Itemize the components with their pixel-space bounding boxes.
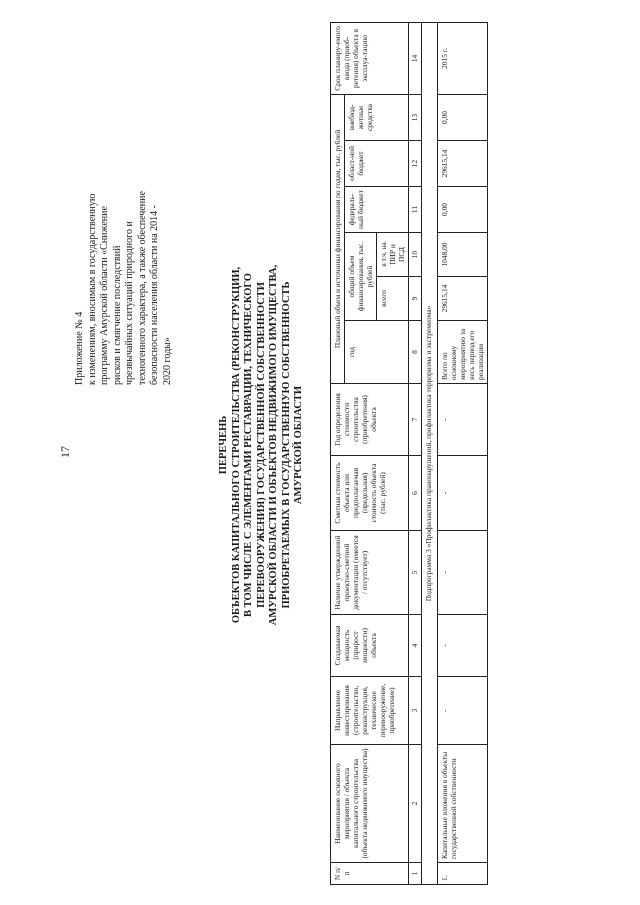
annex-heading: Приложение № 4 xyxy=(74,311,85,385)
title-line: ОБЪЕКТОВ КАПИТАЛЬНОГО СТРОИТЕЛЬСТВА (РЕКОНСТРУКЦИИ, xyxy=(230,266,242,624)
header-direction: Направление инвестирования (строительство, реконструкция, техническое перевооружение, приобретение) xyxy=(331,677,409,745)
annex-line: чрезвычайных ситуаций природного и xyxy=(124,221,135,385)
header-cost-year: Год определения стоимости строительства (приобретения) объекта xyxy=(331,384,409,456)
column-number: 1 xyxy=(409,863,422,885)
header-capacity: Создаваемая мощность (прирост мощности) объекта xyxy=(331,615,409,677)
title-line: АМУРСКОЙ ОБЛАСТИ xyxy=(293,385,304,505)
column-number: 3 xyxy=(409,677,422,745)
header-regional: област-ной бюджет xyxy=(345,141,409,187)
column-number: 7 xyxy=(409,384,422,456)
title-line: В ТОМ ЧИСЛЕ С ЭЛЕМЕНТАМИ РЕСТАВРАЦИИ, ТЕХНИЧЕСКОГО xyxy=(243,273,254,617)
row-year: Всего по основному мероприятию за весь период его реализации xyxy=(438,321,488,384)
header-term: Срок планиру-емого ввода (приоб-ретения) объекта в эксплуа-тацию xyxy=(331,22,409,94)
row-federal: 0,00 xyxy=(438,187,488,233)
row-direction: - xyxy=(438,677,488,745)
column-number-row xyxy=(409,22,422,884)
header-docs: Наличие утвержденной проектно-сметной документации (имеется / отсутствует) xyxy=(331,531,409,615)
header-federal: федераль-ный бюджет xyxy=(345,187,409,233)
column-number: 11 xyxy=(409,187,422,233)
title-line: ПРИОБРЕТАЕМЫХ В ГОСУДАРСТВЕННУЮ СОБСТВЕННОСТЬ xyxy=(280,281,292,609)
row-num: 1. xyxy=(438,863,488,885)
column-number: 8 xyxy=(409,321,422,384)
column-number: 14 xyxy=(409,22,422,94)
row-docs: - xyxy=(438,531,488,615)
column-number: 12 xyxy=(409,141,422,187)
page-number: 17 xyxy=(58,446,72,458)
header-financing-group: Плановый объем и источники финансирования по годам, тыс. рублей xyxy=(331,94,345,383)
header-cost: Сметная стоимость объекта или предполагаемая (предельная) стоимость объекта (тыс. рублей) xyxy=(331,456,409,531)
column-number: 4 xyxy=(409,615,422,677)
row-pir: 1048,00 xyxy=(438,233,488,277)
subprogram-row xyxy=(422,22,438,884)
table-row xyxy=(438,22,488,884)
annex-line: техногенного характера, а также обеспечение xyxy=(136,191,148,385)
title-line: АМУРСКОЙ ОБЛАСТИ И ОБЪЕКТОВ НЕДВИЖИМОГО ИМУЩЕСТВА, xyxy=(268,264,279,626)
row-cost: - xyxy=(438,456,488,531)
header-row-1 xyxy=(331,22,345,884)
column-number: 9 xyxy=(409,277,422,321)
column-number: 5 xyxy=(409,531,422,615)
title-line: ПЕРЕВООРУЖЕНИЯ) ГОСУДАРСТВЕННОЙ СОБСТВЕННОСТИ xyxy=(255,282,267,608)
column-number: 2 xyxy=(409,745,422,863)
annex-line: безопасности населения области на 2014 - xyxy=(149,205,160,385)
annex-line: 2020 годы» xyxy=(161,337,173,385)
header-name: Наименование основного мероприятия / объекта капитального строительства (объекта недвижимого имущества) xyxy=(331,745,409,863)
row-term: 2015 г. xyxy=(438,22,488,94)
row-regional: 29615,14 xyxy=(438,141,488,187)
annex-caption xyxy=(74,25,174,385)
title-heading: ПЕРЕЧЕНЬ xyxy=(218,415,229,475)
header-total: всего xyxy=(377,277,409,321)
subprogram-title: Подпрограмма 3 «Профилактика правонарушений, профилактика терроризма и экстремизма» xyxy=(422,22,438,884)
row-capacity: - xyxy=(438,615,488,677)
column-number: 13 xyxy=(409,94,422,140)
annex-line: программу Амурской области «Снижение xyxy=(99,206,110,385)
header-year: год xyxy=(345,321,409,384)
header-total-group: общий объем финансирования, тыс. рублей xyxy=(345,233,377,321)
column-number: 10 xyxy=(409,233,422,277)
header-num: N п/п xyxy=(331,863,409,885)
objects-table xyxy=(330,22,488,885)
annex-line: рисков и смягчение последствий xyxy=(111,245,123,385)
annex-line: к изменениям, вносимым в государственную xyxy=(86,193,98,385)
header-extra: внебюд-жетные средства xyxy=(345,94,409,140)
header-pir: в т.ч. на ПИР и ПСД xyxy=(377,233,409,277)
row-name: Капитальные вложения в объекты государственной собственности xyxy=(438,745,488,863)
row-total: 29615,14 xyxy=(438,277,488,321)
document-title xyxy=(218,235,306,655)
row-cost-year: - xyxy=(438,384,488,456)
column-number: 6 xyxy=(409,456,422,531)
row-extra: 0,00 xyxy=(438,94,488,140)
